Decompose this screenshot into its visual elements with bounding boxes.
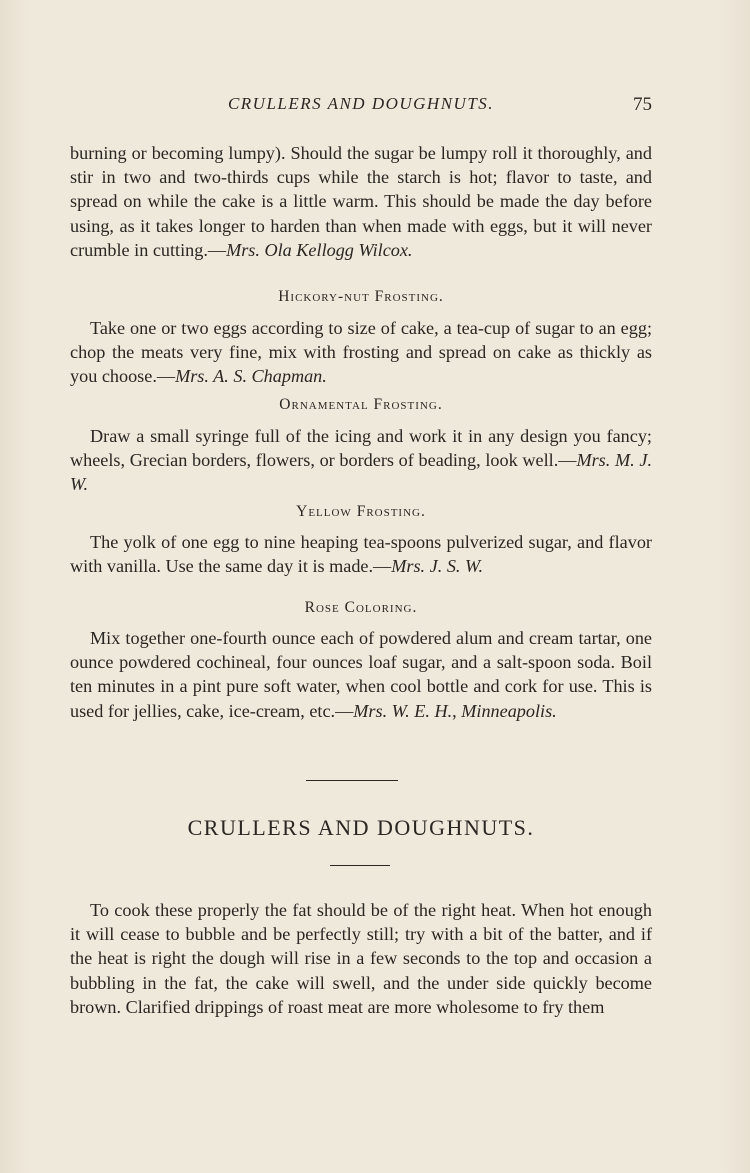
recipe-text: Mix together one-fourth ounce each of powdered alum and cream tartar, one ounce powdered cochineal, four ounces loaf sugar, and a salt-spoon soda. Boil ten minutes in a pint pure soft water, when cool bottle and cork for use. This is used for jellies, cake, ice-cream, etc.— bbox=[70, 628, 652, 721]
paragraph-continuation bbox=[70, 141, 652, 262]
running-head bbox=[70, 94, 652, 120]
recipe-heading-yellow: Yellow Frosting. bbox=[296, 503, 426, 520]
recipe-heading-rose: Rose Coloring. bbox=[304, 599, 418, 616]
recipe-rose bbox=[70, 626, 652, 723]
signature: Mrs. J. S. W. bbox=[391, 556, 484, 577]
signature: Mrs. A. S. Chapman. bbox=[175, 366, 327, 387]
recipe-heading-ornamental: Ornamental Frosting. bbox=[279, 396, 443, 413]
section-title: CRULLERS AND DOUGHNUTS. bbox=[187, 815, 535, 840]
recipe-hickory bbox=[70, 316, 652, 389]
running-title: CRULLERS AND DOUGHNUTS. bbox=[227, 94, 495, 113]
section-intro-paragraph: To cook these properly the fat should be of the right heat. When hot enough it will cease to bubble and be perfectly still; try with a bit of the batter, and if the heat is right the dough will rise in a few seconds to the top and occasion a bubbling in the fat, the cake will swell, and the under side quickly become brown. Clarified drippings of roast meat are more wholesome to fry them bbox=[70, 900, 652, 1017]
recipe-yellow bbox=[70, 530, 652, 578]
signature: Mrs. M. J. W. bbox=[70, 450, 653, 495]
signature-separator: , bbox=[452, 700, 462, 721]
signature: Mrs. W. E. H. bbox=[353, 700, 453, 721]
recipe-text: The yolk of one egg to nine heaping tea-spoons pulverized sugar, and flavor with vanilla. Use the same day it is made.— bbox=[70, 532, 652, 577]
page-number: 75 bbox=[633, 94, 652, 115]
section-divider-bottom bbox=[330, 865, 390, 866]
recipe-ornamental bbox=[70, 424, 652, 497]
signature-city: Minneapolis. bbox=[461, 700, 557, 721]
recipe-heading-hickory: Hickory-nut Frosting. bbox=[278, 288, 444, 305]
section-divider-top bbox=[306, 780, 398, 781]
signature: Mrs. Ola Kellogg Wilcox. bbox=[226, 239, 413, 260]
paragraph-text: burning or becoming lumpy). Should the sugar be lumpy roll it thoroughly, and stir in two and two-thirds cups while the starch is hot; flavor to taste, and spread on while the cake is a little warm. This should be made the day before using, as it takes longer to harden than when made with eggs, but it will never crumble in cutting.— bbox=[70, 143, 652, 260]
recipe-text: Draw a small syringe full of the icing and work it in any design you fancy; wheels, Grecian borders, flowers, or borders of beading, look well.— bbox=[70, 426, 652, 471]
recipe-text: Take one or two eggs according to size of cake, a tea-cup of sugar to an egg; chop the meats very fine, mix with frosting and spread on cake as thickly as you choose.— bbox=[70, 318, 652, 387]
